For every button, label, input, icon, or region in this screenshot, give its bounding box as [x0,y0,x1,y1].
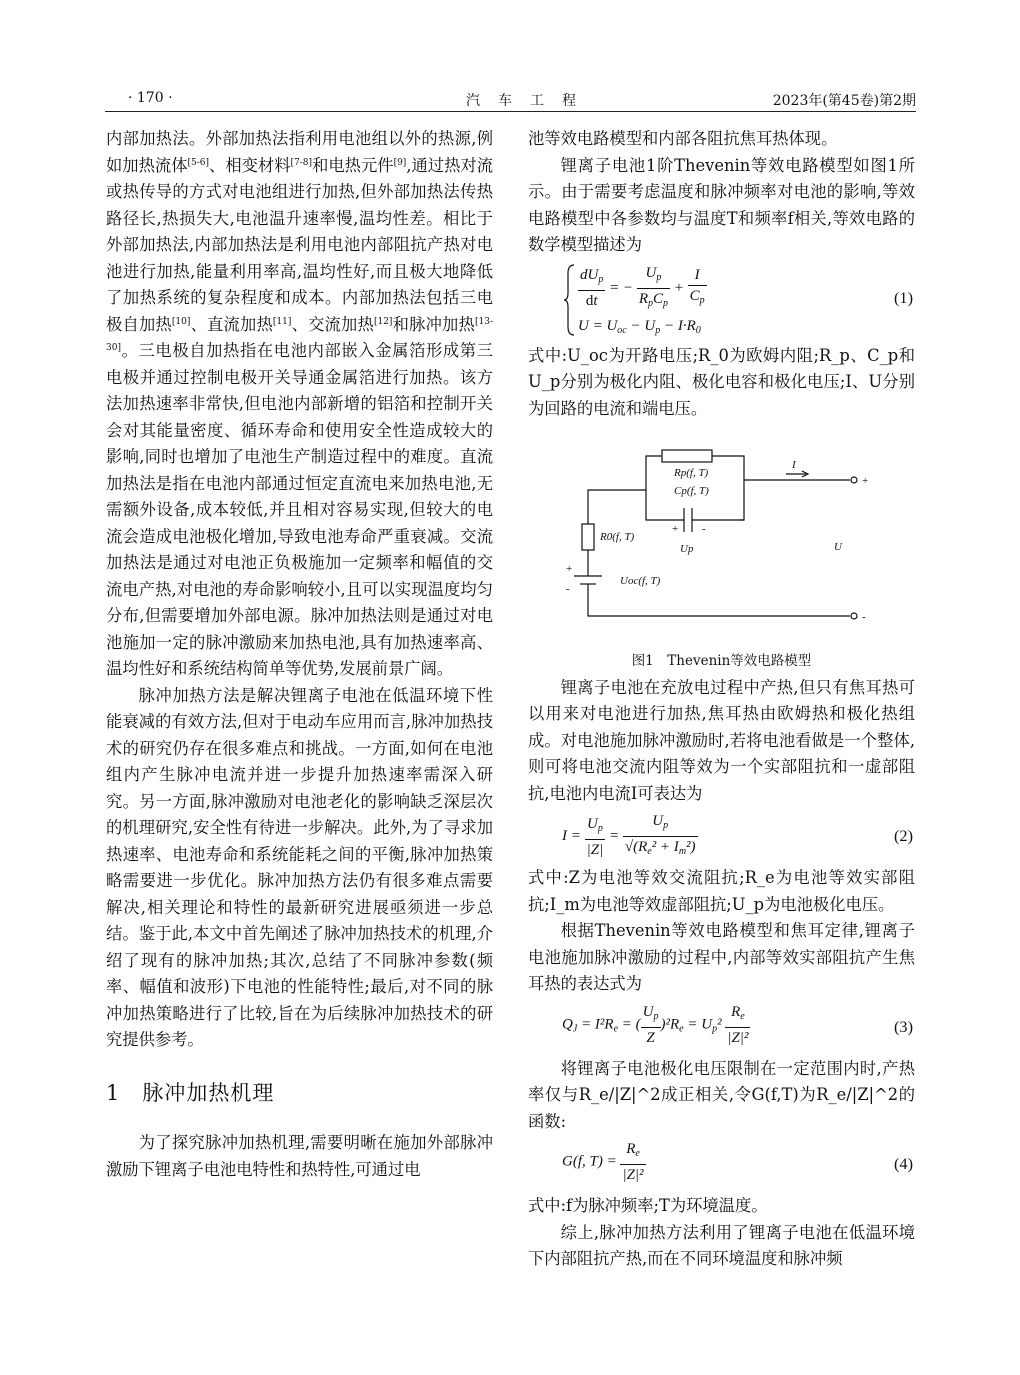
paragraph: 将锂离子电池极化电压限制在一定范围内时,产热率仅与R_e/|Z|^2成正相关,令G(f,T)为R_e/|Z|^2的函数: [528,1058,915,1131]
paragraph: 脉冲加热方法是解决锂离子电池在低温环境下性能衰减的有效方法,但对于电动车应用而言,脉冲加热技术的研究仍存在很多难点和挑战。一方面,如何在电池组内产生脉冲电流并进一步提升加热速率需深入研究。另一方面,脉冲激励对电池老化的影响缺乏深层次的机理研究,安全性有待进一步解决。此外,为了寻求加热速率、电池寿命和系统能耗之间的平衡,脉冲加热策略需要进一步优化。脉冲加热方法仍有很多难点需要解决,相关理论和特性的最新研究进展亟须进一步总结。鉴于此,本文中首先阐述了脉冲加热技术的机理,介绍了现有的脉冲加热;其次,总结了不同脉冲参数(频率、幅值和波形)下电池的性能特性;最后,对不同的脉冲加热策略进行了比较,旨在为后续脉冲加热技术的研究提供参考。 [106,685,493,1049]
cp-label: Cp(f, T) [674,485,709,497]
u-label: U [834,541,842,553]
paragraph: 池等效电路模型和内部各阻抗焦耳热体现。 [528,129,838,148]
paragraph: 根据Thevenin等效电路模型和焦耳定律,锂离子电池施加脉冲激励的过程中,内部等效实部阻抗产生焦耳热的表达式为 [528,921,915,993]
cp-plus: + [672,523,679,535]
equation-2: I = $\frac{U_p}{|Z|}$ = $\frac{U_p}{√(R_e^2 + I_m^2)}$ (2) [562,813,913,858]
paragraph: 式中:Z为电池等效交流阻抗;R_e为电池等效实部阻抗;I_m为电池等效虚部阻抗;U_p为电池极化电压。 [528,868,915,914]
paragraph: 锂离子电池在充放电过程中产热,但只有焦耳热可以用来对电池进行加热,焦耳热由欧姆热和极化热组成。对电池施加脉冲激励时,若将电池看做是一个整体,则可将电池交流内阻等效为一个实部阻抗和一虚部阻抗,电池内电流I可表达为 [528,677,915,803]
issue-info: 2023年(第45卷)第2期 [772,93,916,109]
section-heading: 1 脉冲加热机理 [106,1080,275,1105]
battery-plus: + [566,563,573,575]
thevenin-circuit-diagram [534,428,894,648]
uoc-label: Uoc(f, T) [620,575,661,587]
paragraph: 式中:f为脉冲频率;T为环境温度。 [528,1196,768,1215]
page-number: · 170 · [128,90,173,106]
journal-name: 汽 车 工 程 [466,93,578,109]
equation-4: G(f, T) = $\frac{R_e}{\text{|Z|²}}$ (4) [562,1141,913,1183]
minus-terminal: - [862,611,866,623]
paragraph: 式中:U_oc为开路电压;R_0为欧姆内阻;R_p、C_p和U_p分别为极化内阻、极化电容和极化电压;I、U分别为回路的电流和端电压。 [528,345,915,418]
plus-terminal: + [862,475,869,487]
paragraph: 锂离子电池1阶Thevenin等效电路模型如图1所示。由于需要考虑温度和脉冲频率对电池的影响,等效电路模型中各参数均与温度T和频率f相关,等效电路的数学模型描述为 [528,155,915,254]
r0-label: R0(f, T) [600,531,635,543]
header-rule [105,111,916,112]
brace [564,263,576,337]
left-column [106,126,493,1183]
i-label: I [792,459,796,471]
battery-minus: - [566,583,570,595]
equation-1: $dU_p$ dt = − $U_p$ $R_pC_p$ + $\frac{I}{C_p}$ $U = U_{oc} - U_p - I\cdot R_0$ (1) [564,263,915,339]
figure-caption: 图1 Thevenin等效电路模型 [631,653,812,669]
paragraph: 为了探究脉冲加热机理,需要明晰在施加外部脉冲激励下锂离子电池电特性和热特性,可通过电 [106,1133,493,1179]
equation-3: $Q_J = I^2R_e$ = ( $\frac{U_p}{Z}$ )$^2R_e = U_p^2$ $\frac{R_e}{\text{|Z|²}}$ (3) [562,1003,913,1046]
cp-minus: - [702,523,706,535]
rp-label: Rp(f, T) [674,467,709,479]
paragraph: 内部加热法。外部加热法指利用电池组以外的热源,例如加热流体[5-6]、相变材料[7-8]和电热元件[9],通过热对流或热传导的方式对电池组进行加热,但外部加热法传热路径长,热损失大,电池温升速率慢,温均性差。相比于外部加热法,内部加热法是利用电池内部阻抗产热对电池进行加热,能量利用率高,温均性好,而且极大地降低了加热系统的复杂程度和成本。内部加热法包括三电极自加热[10]、直流加热[11]、交流加热[12]和脉冲加热[13-30]。三电极自加热指在电池内部嵌入金属箔形成第三电极并通过控制电极开关导通金属箔进行加热。该方法加热速率非常快,但电池内部新增的铝箔和控制开关会对其能量密度、循环寿命和使用安全性造成较大的影响,同时也增加了电池生产制造过程中的难度。直流加热法是指在电池内部通过恒定直流电来加热电池,无需额外设备,成本较低,并且相对容易实现,但较大的电流会造成电池极化增加,导致电池寿命严重衰减。交流加热法是通过对电池正负极施加一定频率和幅值的交流电产热,对电池的寿命影响较小,且可以实现温度均匀分布,但需要增加外部电源。脉冲加热法则是通过对电池施加一定的脉冲激励来加热电池,具有加热速率高、温均性好和系统结构简单等优势,发展前景广阔。 [106,129,493,678]
paragraph: 综上,脉冲加热方法利用了锂离子电池在低温环境下内部阻抗产热,而在不同环境温度和脉冲频 [528,1222,915,1268]
right-column [528,126,915,1273]
up-label: Up [680,543,694,555]
